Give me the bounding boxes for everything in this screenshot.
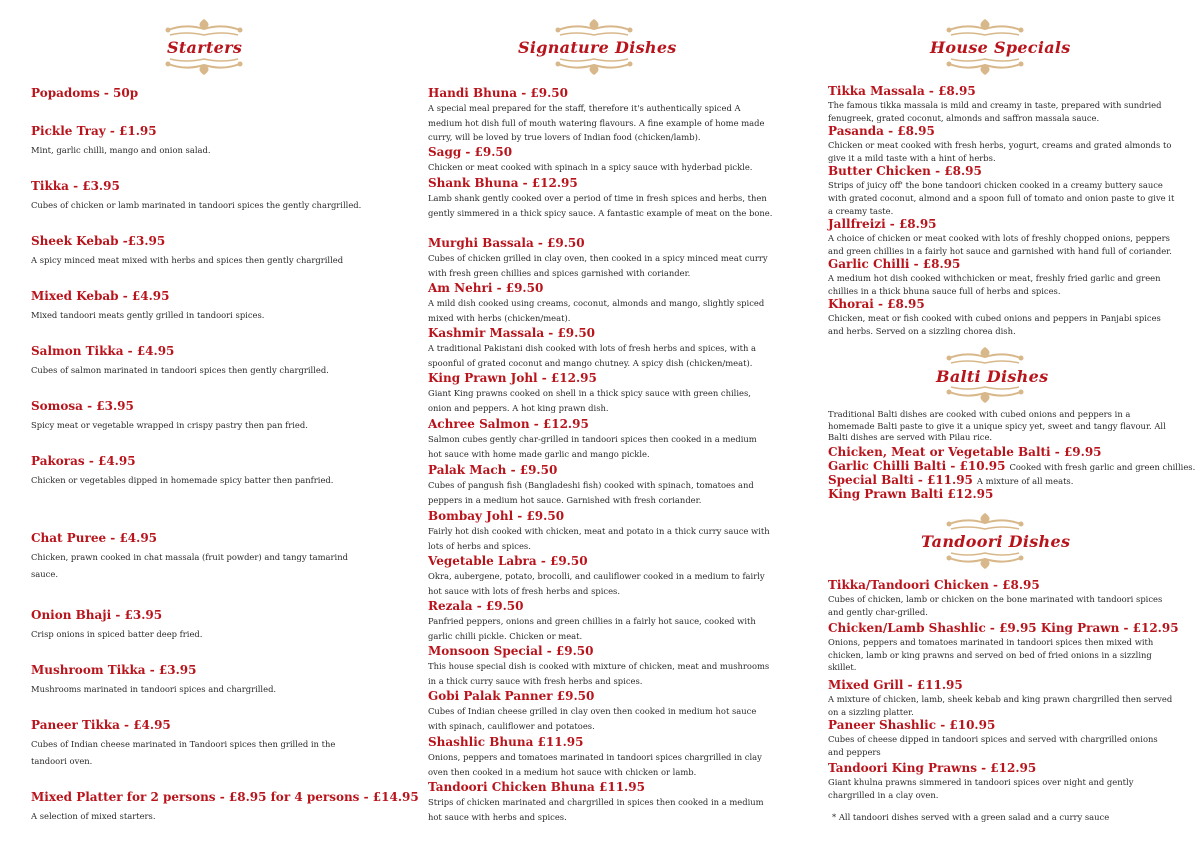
menu-item <box>828 487 1178 501</box>
section-title-tandoori: Tandoori Dishes <box>921 532 1071 551</box>
menu-item <box>428 326 773 370</box>
dish-description: A spicy minced meat mixed with herbs and spices then gently chargrilled <box>31 255 344 265</box>
dish-description: A special meal prepared for the staff, therefore it's authentically spiced A medium hot dish full of mouth watering flavours. A fine example of home made curry, will be loved by true lovers of Indian food (chicken/lamb). <box>428 103 765 142</box>
dish-name-text: Onion Bhaji - £3.95 <box>31 608 163 622</box>
dish-name-text: Vegetable Labra - £9.50 <box>428 554 588 568</box>
menu-item <box>428 780 773 824</box>
dish-description: Mint, garlic chilli, mango and onion salad. <box>31 145 211 155</box>
menu-item <box>31 608 381 643</box>
dish-name-text: Palak Mach - £9.50 <box>428 463 558 477</box>
dish-name <box>428 780 773 794</box>
menu-item <box>31 234 381 269</box>
dish-name <box>31 124 381 138</box>
dish-description: Chicken or meat cooked with spinach in a spicy sauce with hyderbad pickle. <box>428 162 753 172</box>
dish-name <box>828 297 1176 311</box>
dish-name-text: Tandoori Chicken Bhuna £11.95 <box>428 780 645 794</box>
dish-name <box>428 371 773 385</box>
dish-description: A selection of mixed starters. <box>31 811 156 821</box>
dish-name-text: Tikka Massala - £8.95 <box>828 84 976 98</box>
dish-description: Okra, aubergene, potato, brocolli, and cauliflower cooked in a medium to fairly hot sauce with lots of fresh herbs and spices. <box>428 571 765 596</box>
menu-item <box>31 454 351 489</box>
menu-item <box>428 281 773 325</box>
dish-name-text: Chat Puree - £4.95 <box>31 531 158 545</box>
dish-description: Chicken, meat or fish cooked with cubed onions and peppers in Panjabi spices and herbs. Served on a sizzling chorea dish. <box>828 313 1161 336</box>
menu-item <box>428 644 773 688</box>
dish-description: Onions, peppers and tomatoes marinated in tandoori spices chargrilled in clay oven then cooked in a medium hot sauce with chicken or lamb. <box>428 752 762 777</box>
dish-description: A choice of chicken or meat cooked with lots of freshly chopped onions, peppers and green chillies in a fairly hot sauce and garnished with hand full of coriander. <box>828 233 1172 256</box>
dish-name-text: Khorai - £8.95 <box>828 297 925 311</box>
dish-description: Cubes of chicken, lamb or chicken on the bone marinated with tandoori spices and gently char-grilled. <box>828 594 1163 617</box>
dish-name <box>428 236 773 250</box>
section-title-starters: Starters <box>167 38 243 57</box>
dish-name <box>828 459 1196 474</box>
dish-name-text: Chicken, Meat or Vegetable Balti - £9.95 <box>828 445 1102 459</box>
menu-item <box>828 217 1176 258</box>
dish-name <box>828 217 1176 231</box>
dish-name <box>828 473 1178 488</box>
menu-item <box>828 473 1178 488</box>
menu-item <box>828 257 1176 298</box>
dish-description: Panfried peppers, onions and green chillies in a fairly hot sauce, cooked with garlic chilli pickle. Chicken or meat. <box>428 616 756 641</box>
menu-item <box>428 463 773 507</box>
menu-item <box>828 164 1176 218</box>
dish-name-text: Shashlic Bhuna £11.95 <box>428 735 584 749</box>
menu-item <box>428 176 773 220</box>
dish-name-text: Special Balti - £11.95 <box>828 473 973 487</box>
dish-name-text: Mixed Platter for 2 persons - £8.95 for 4 persons - £14.95 <box>31 790 419 804</box>
menu-item <box>828 445 1178 459</box>
dish-name-text: Mushroom Tikka - £3.95 <box>31 663 197 677</box>
dish-description: This house special dish is cooked with mixture of chicken, meat and mushrooms in a thick curry sauce with fresh herbs and spices. <box>428 661 770 686</box>
dish-name-text: Bombay Johl - £9.50 <box>428 509 565 523</box>
dish-name-text: King Prawn Balti £12.95 <box>828 487 994 501</box>
dish-name <box>828 445 1178 459</box>
dish-name-text: Monsoon Special - £9.50 <box>428 644 594 658</box>
dish-name-text: Paneer Shashlic - £10.95 <box>828 718 996 732</box>
dish-description: Cooked with fresh garlic and green chillies. <box>1009 462 1196 472</box>
dish-description: Salmon cubes gently char-grilled in tandoori spices then cooked in a medium hot sauce with home made garlic and mango pickle. <box>428 434 757 459</box>
dish-name-text: Kashmir Massala - £9.50 <box>428 326 596 340</box>
dish-name-text: Mixed Kebab - £4.95 <box>31 289 170 303</box>
menu-item <box>428 735 773 779</box>
dish-name-text: Shank Bhuna - £12.95 <box>428 176 578 190</box>
dish-name-text: Mixed Grill - £11.95 <box>828 678 963 692</box>
dish-name-text: Tikka/Tandoori Chicken - £8.95 <box>828 578 1040 592</box>
dish-name-text: Jallfreizi - £8.95 <box>828 217 937 231</box>
dish-name-text: Sheek Kebab -£3.95 <box>31 234 166 248</box>
dish-description: Giant King prawns cooked on shell in a thick spicy sauce with green chilies, onion and peppers. A hot king prawn dish. <box>428 388 751 413</box>
dish-description: Spicy meat or vegetable wrapped in crispy pastry then pan fried. <box>31 420 308 430</box>
dish-description: A traditional Pakistani dish cooked with lots of fresh herbs and spices, with a spoonful of grated coconut and mango chutney. A spicy dish (chicken/meat). <box>428 343 757 368</box>
menu-item <box>828 84 1176 125</box>
dish-name-text: Sagg - £9.50 <box>428 145 513 159</box>
menu-item <box>31 179 381 214</box>
section-title-house: House Specials <box>930 38 1071 57</box>
dish-description: Mixed tandoori meats gently grilled in tandoori spices. <box>31 310 265 320</box>
dish-name <box>31 663 381 677</box>
dish-name <box>828 621 1179 635</box>
dish-description: Chicken, prawn cooked in chat massala (fruit powder) and tangy tamarind sauce. <box>31 552 348 579</box>
menu-item <box>428 509 773 553</box>
dish-description: Chicken or meat cooked with fresh herbs, yogurt, creams and grated almonds to give it a mild taste with a hint of herbs. <box>828 140 1172 163</box>
dish-name <box>31 289 381 303</box>
dish-description: A mixture of chicken, lamb, sheek kebab and king prawn chargrilled then served on a sizzling platter. <box>828 694 1173 717</box>
dish-name <box>428 176 773 190</box>
dish-name <box>31 399 381 413</box>
menu-item <box>31 663 381 698</box>
section-title-balti: Balti Dishes <box>936 367 1049 386</box>
dish-name-text: Tikka - £3.95 <box>31 179 120 193</box>
dish-description: Giant khulna prawns simmered in tandoori spices over night and gently chargrilled in a clay oven. <box>828 777 1134 800</box>
dish-description: Cubes of Indian cheese marinated in Tandoori spices then grilled in the tandoori oven. <box>31 739 336 766</box>
dish-name <box>428 326 773 340</box>
dish-name <box>828 164 1176 178</box>
menu-item <box>428 417 773 461</box>
dish-name-text: Salmon Tikka - £4.95 <box>31 344 175 358</box>
dish-name <box>428 735 773 749</box>
menu-item <box>828 124 1176 165</box>
dish-description: Fairly hot dish cooked with chicken, meat and potato in a thick curry sauce with lots of herbs and spices. <box>428 526 770 551</box>
section-title-signature: Signature Dishes <box>518 38 677 57</box>
dish-name <box>428 599 773 613</box>
dish-name-text: Pasanda - £8.95 <box>828 124 935 138</box>
dish-name <box>31 179 381 193</box>
dish-name-text: Garlic Chilli Balti - £10.95 <box>828 459 1006 473</box>
menu-item <box>828 578 1176 618</box>
dish-name-text: Murghi Bassala - £9.50 <box>428 236 585 250</box>
dish-name <box>828 678 1176 692</box>
menu-item <box>31 718 351 770</box>
menu-item <box>428 554 773 598</box>
menu-item <box>428 86 773 145</box>
menu-item <box>828 761 1176 801</box>
dish-name-text: Pickle Tray - £1.95 <box>31 124 157 138</box>
menu-item <box>828 459 1196 474</box>
menu-item <box>828 718 1176 758</box>
menu-item <box>31 289 381 324</box>
dish-description: Cubes of salmon marinated in tandoori spices then gently chargrilled. <box>31 365 329 375</box>
menu-item <box>428 689 773 733</box>
dish-name-text: Somosa - £3.95 <box>31 399 134 413</box>
dish-description: Cubes of pangush fish (Bangladeshi fish) cooked with spinach, tomatoes and peppers in a medium hot sauce. Garnished with fresh coriander. <box>428 480 754 505</box>
dish-name-text: Tandoori King Prawns - £12.95 <box>828 761 1037 775</box>
dish-description: Mushrooms marinated in tandoori spices and chargrilled. <box>31 684 277 694</box>
menu-item <box>31 790 419 825</box>
dish-name-text: Gobi Palak Panner £9.50 <box>428 689 595 703</box>
dish-description: Cubes of Indian cheese grilled in clay oven then cooked in medium hot sauce with spinach, cauliflower and potatoes. <box>428 706 757 731</box>
balti-intro: Traditional Balti dishes are cooked with cubed onions and peppers in a homemade Balti paste to give it a unique spicy yet, sweet and tangy flavour. All Balti dishes are served with Pilau rice. <box>828 409 1166 442</box>
dish-description: Strips of chicken marinated and chargrilled in spices then cooked in a medium hot sauce with herbs and spices. <box>428 797 764 822</box>
menu-item <box>428 599 773 643</box>
dish-name <box>31 531 351 545</box>
dish-name <box>31 718 351 732</box>
dish-name <box>428 281 773 295</box>
dish-name-text: Paneer Tikka - £4.95 <box>31 718 171 732</box>
dish-name <box>828 257 1176 271</box>
menu-item <box>428 236 773 280</box>
dish-name-text: King Prawn Johl - £12.95 <box>428 371 597 385</box>
dish-name <box>31 86 381 100</box>
dish-name-text: Garlic Chilli - £8.95 <box>828 257 961 271</box>
dish-description: Cubes of chicken grilled in clay oven, then cooked in a spicy minced meat curry with fresh green chillies and spices garnished with coriander. <box>428 253 768 278</box>
dish-name <box>428 86 773 100</box>
dish-description: Cubes of cheese dipped in tandoori spices and served with chargrilled onions and peppers <box>828 734 1158 757</box>
dish-description: A mild dish cooked using creams, coconut, almonds and mango, slightly spiced mixed with herbs (chicken/meat). <box>428 298 765 323</box>
dish-description: Strips of juicy off' the bone tandoori chicken cooked in a creamy buttery sauce with grated coconut, almond and a spoon full of tomato and onion paste to give it a creamy taste. <box>828 180 1175 216</box>
tandoori-footnote: * All tandoori dishes served with a green salad and a curry sauce <box>832 812 1110 822</box>
dish-description: Onions, peppers and tomatoes marinated in tandoori spices then mixed with chicken, lamb or king prawns and served on bed of fried onions in a sizzling skillet. <box>828 637 1154 672</box>
dish-name <box>828 718 1176 732</box>
dish-description: A medium hot dish cooked withchicken or meat, freshly fried garlic and green chillies in a thick bhuna sauce full of herbs and spices. <box>828 273 1161 296</box>
dish-name-text: Rezala - £9.50 <box>428 599 524 613</box>
dish-name <box>428 509 773 523</box>
dish-name <box>428 644 773 658</box>
menu-item <box>428 145 773 175</box>
dish-description: Chicken or vegetables dipped in homemade spicy batter then panfried. <box>31 475 334 485</box>
menu-item <box>31 124 381 159</box>
menu-item <box>31 399 381 434</box>
dish-name <box>31 344 381 358</box>
dish-name <box>828 487 1178 501</box>
dish-name-text: Handi Bhuna - £9.50 <box>428 86 568 100</box>
dish-name <box>428 417 773 431</box>
dish-name <box>828 578 1176 592</box>
dish-name-text: Popadoms - 50p <box>31 86 139 100</box>
dish-description: A mixture of all meats. <box>976 476 1074 486</box>
dish-name-text: Chicken/Lamb Shashlic - £9.95 King Prawn - £12.95 <box>828 621 1179 635</box>
menu-item <box>428 371 773 415</box>
dish-name <box>428 554 773 568</box>
menu-item <box>828 621 1179 674</box>
dish-name-text: Pakoras - £4.95 <box>31 454 136 468</box>
menu-item <box>828 678 1176 718</box>
dish-name-text: Am Nehri - £9.50 <box>428 281 544 295</box>
dish-description: The famous tikka massala is mild and creamy in taste, prepared with sundried fenugreek, grated coconut, almonds and saffron massala sauce. <box>828 100 1162 123</box>
dish-name <box>428 689 773 703</box>
dish-description: Crisp onions in spiced batter deep fried. <box>31 629 203 639</box>
menu-item <box>31 86 381 100</box>
dish-name <box>828 761 1176 775</box>
dish-name <box>31 608 381 622</box>
dish-name <box>31 454 351 468</box>
dish-name <box>31 234 381 248</box>
dish-name-text: Butter Chicken - £8.95 <box>828 164 982 178</box>
menu-item <box>31 344 381 379</box>
menu-item <box>31 531 351 583</box>
menu-item <box>828 297 1176 338</box>
dish-description: Lamb shank gently cooked over a period of time in fresh spices and herbs, then gently simmered in a thick spicy sauce. A fantastic example of meat on the bone. <box>428 193 773 218</box>
dish-name <box>428 463 773 477</box>
dish-name <box>828 84 1176 98</box>
dish-description: Cubes of chicken or lamb marinated in tandoori spices the gently chargrilled. <box>31 200 362 210</box>
dish-name <box>828 124 1176 138</box>
dish-name <box>428 145 773 159</box>
dish-name <box>31 790 419 804</box>
dish-name-text: Achree Salmon - £12.95 <box>428 417 589 431</box>
